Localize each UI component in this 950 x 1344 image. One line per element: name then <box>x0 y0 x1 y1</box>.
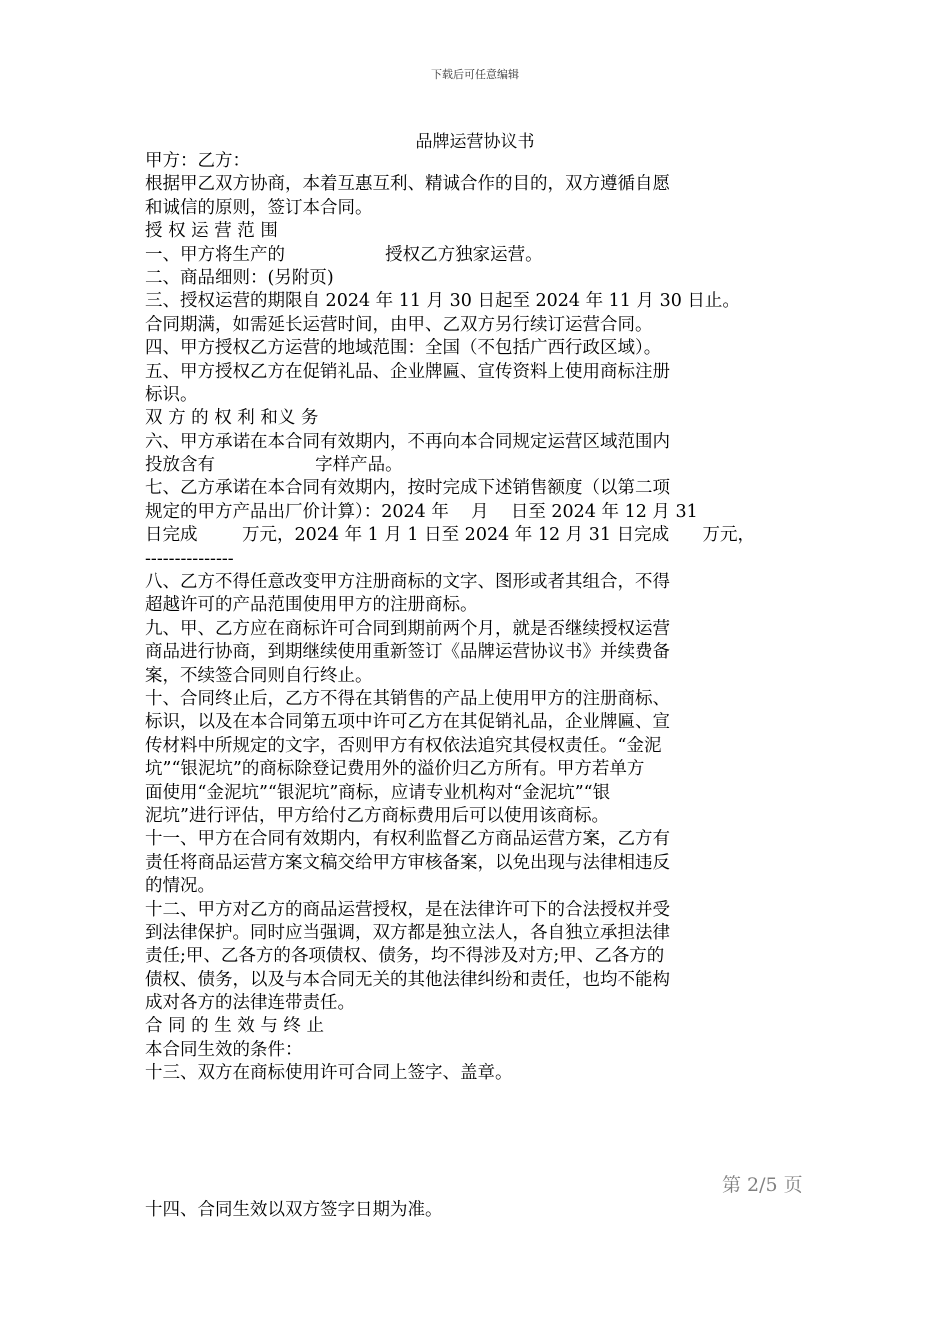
body-line: 传材料中所规定的文字，否则甲方有权依法追究其侵权责任。“金泥 <box>145 735 662 756</box>
body-line: 十、合同终止后，乙方不得在其销售的产品上使用甲方的注册商标、 <box>145 688 670 709</box>
body-line: 的情况。 <box>145 876 215 897</box>
body-line: 规定的甲方产品出厂价计算）：2024 年 月 日至 2024 年 12 月 31 <box>145 501 698 522</box>
body-line: 投放含有 字样产品。 <box>145 455 403 476</box>
body-line: 成对各方的法律连带责任。 <box>145 993 355 1014</box>
body-line: 到法律保护。同时应当强调，双方都是独立法人，各自独立承担法律 <box>145 922 670 943</box>
header-note: 下载后可任意编辑 <box>431 68 519 81</box>
body-line: 合同期满，如需延长运营时间，由甲、乙双方另行续订运营合同。 <box>145 314 653 335</box>
body-line: 一、甲方将生产的 授权乙方独家运营。 <box>145 244 543 265</box>
document-title: 品牌运营协议书 <box>415 132 535 152</box>
body-line: 六、甲方承诺在本合同有效期内，不再向本合同规定运营区域范围内 <box>145 431 670 452</box>
body-line: 商品进行协商，到期继续使用重新签订《品牌运营协议书》并续费备 <box>145 642 670 663</box>
body-line: 双 方 的 权 利 和义 务 <box>145 408 319 429</box>
body-line: 五、甲方授权乙方在促销礼品、企业牌匾、宣传资料上使用商标注册 <box>145 361 670 382</box>
body-line: 责任将商品运营方案文稿交给甲方审核备案，以免出现与法律相违反 <box>145 852 670 873</box>
body-line: 十三、双方在商标使用许可合同上签字、盖章。 <box>145 1063 513 1084</box>
body-line: 二、商品细则：(另附页) <box>145 267 334 288</box>
body-line: 本合同生效的条件： <box>145 1039 303 1060</box>
body-line: 七、乙方承诺在本合同有效期内，按时完成下述销售额度（以第二项 <box>145 478 670 499</box>
body-line: 责任;甲、乙各方的各项债权、债务，均不得涉及对方;甲、乙各方的 <box>145 946 665 967</box>
body-line: --------------- <box>145 548 234 569</box>
document-tail-line: 十四、合同生效以双方签字日期为准。 <box>145 1200 443 1220</box>
body-line: 超越许可的产品范围使用甲方的注册商标。 <box>145 595 478 616</box>
body-line: 标识。 <box>145 384 198 405</box>
body-line: 甲方：乙方： <box>145 151 250 171</box>
body-line: 和诚信的原则，签订本合同。 <box>145 197 373 218</box>
body-line: 坑”“银泥坑”的商标除登记费用外的溢价归乙方所有。甲方若单方 <box>145 759 645 780</box>
body-line: 合 同 的 生 效 与 终 止 <box>145 1016 324 1037</box>
body-line: 案，不续签合同则自行终止。 <box>145 665 373 686</box>
body-line: 十一、甲方在合同有效期内，有权利监督乙方商品运营方案，乙方有 <box>145 829 670 850</box>
body-line: 根据甲乙双方协商，本着互惠互利、精诚合作的目的，双方遵循自愿 <box>145 174 670 195</box>
body-line: 十二、甲方对乙方的商品运营授权，是在法律许可下的合法授权并受 <box>145 899 670 920</box>
body-line: 面使用“金泥坑”“银泥坑”商标，应请专业机构对“金泥坑”“银 <box>145 782 611 803</box>
document-body <box>145 150 825 1086</box>
body-line: 标识，以及在本合同第五项中许可乙方在其促销礼品，企业牌匾、宣 <box>145 712 670 733</box>
body-line: 八、乙方不得任意改变甲方注册商标的文字、图形或者其组合，不得 <box>145 572 670 593</box>
body-line: 日完成 万元，2024 年 1 月 1 日至 2024 年 12 月 31 日完成 万元， <box>145 525 755 546</box>
body-line: 三、授权运营的期限自 2024 年 11 月 30 日起至 2024 年 11 月 30 日止。 <box>145 291 740 312</box>
body-line: 授 权 运 营 范 围 <box>145 221 278 242</box>
body-line: 四、甲方授权乙方运营的地域范围：全国（不包括广西行政区域）。 <box>145 338 662 359</box>
body-line: 九、甲、乙方应在商标许可合同到期前两个月，就是否继续授权运营 <box>145 618 670 639</box>
body-line: 债权、债务，以及与本合同无关的其他法律纠纷和责任，也均不能构 <box>145 969 670 990</box>
body-line: 泥坑”进行评估，甲方给付乙方商标费用后可以使用该商标。 <box>145 805 609 826</box>
page-number: 第 2/5 页 <box>722 1174 803 1196</box>
